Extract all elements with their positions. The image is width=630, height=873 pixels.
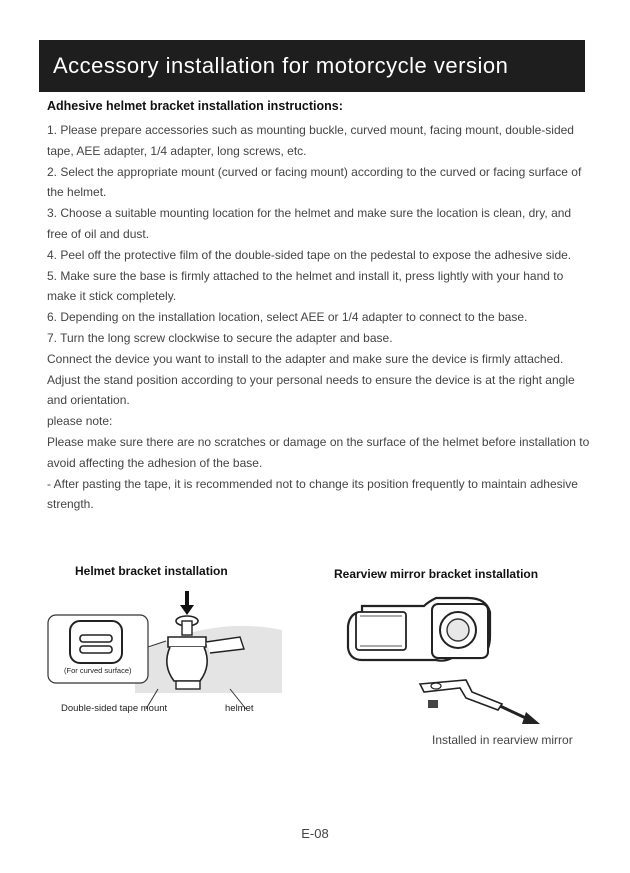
inset-label: (For curved surface) — [64, 666, 132, 675]
mirror-figure-title: Rearview mirror bracket installation — [334, 567, 539, 581]
step-6: 6. Depending on the installation location, select AEE or 1/4 adapter to connect to the base. — [47, 310, 528, 325]
helmet-surface — [135, 626, 282, 693]
step-3: 3. Choose a suitable mounting location for the helmet and make sure the location is clean, dry, and free of oil and dust. — [47, 206, 572, 241]
page-title: Accessory installation for motorcycle version — [53, 53, 509, 78]
camera-screen — [356, 612, 406, 650]
tape-mount-label: Double-sided tape mount — [61, 703, 168, 714]
step-7: 7. Turn the long screw clockwise to secure the adapter and base. — [47, 330, 393, 345]
adapter-icon — [167, 647, 207, 681]
section-heading: Adhesive helmet bracket installation instructions: — [47, 99, 343, 113]
instructions-body — [47, 120, 591, 515]
step-2: 2. Select the appropriate mount (curved or facing mount) according to the curved or facing surface of the helmet. — [47, 164, 582, 200]
page-number: E-08 — [301, 826, 329, 841]
step-4: 4. Peel off the protective film of the double-sided tape on the pedestal to expose the adhesive side. — [47, 247, 572, 262]
mirror-caption: Installed in rearview mirror — [432, 733, 573, 747]
helmet-label: helmet — [225, 703, 254, 714]
note-heading: please note: — [47, 414, 113, 429]
page-header — [39, 40, 585, 92]
helmet-figure-title: Helmet bracket installation — [75, 564, 228, 578]
step-1: 1. Please prepare accessories such as mounting buckle, curved mount, facing mount, double-sided tape, AEE adapter, 1/4 adapter, long screws, etc. — [47, 123, 574, 158]
step-5: 5. Make sure the base is firmly attached to the helmet and install it, press lightly with your hand to make it stick completely. — [47, 268, 564, 304]
helmet-bracket-illustration — [40, 585, 290, 715]
note-1: Please make sure there are no scratches or damage on the surface of the helmet before installation to avoid affecting the adhesion of the base. — [47, 434, 590, 470]
nut-icon — [428, 700, 438, 708]
connect-paragraph: Connect the device you want to install to the adapter and make sure the device is firmly attached. Adjust the stand position according to your personal needs to ensure the device is at the right angle and orientation. — [47, 351, 575, 408]
mirror-bracket-illustration — [340, 592, 550, 732]
note-2: - After pasting the tape, it is recommended not to change its position frequently to maintain adhesive strength. — [47, 476, 578, 512]
